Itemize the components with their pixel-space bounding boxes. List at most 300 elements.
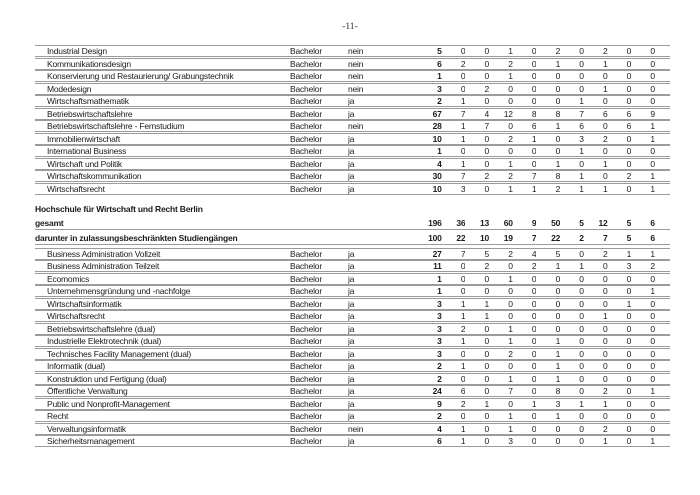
admission-restricted-cell: ja bbox=[348, 361, 355, 371]
degree-cell: Bachelor bbox=[290, 273, 322, 284]
value-cell: 0 bbox=[508, 261, 513, 271]
value-cell: 1 bbox=[650, 248, 655, 259]
value-cell: 0 bbox=[508, 398, 513, 409]
value-cell: 10 bbox=[480, 232, 490, 243]
value-cell: 0 bbox=[626, 386, 632, 396]
value-cell: 1 bbox=[602, 183, 608, 194]
admission-restricted-cell: ja bbox=[348, 323, 355, 334]
value-cell: 2 bbox=[602, 386, 608, 396]
degree-cell: Bachelor bbox=[290, 348, 322, 359]
value-cell: 0 bbox=[626, 96, 632, 106]
value-cell: 0 bbox=[484, 96, 490, 106]
value-cell: 2 bbox=[626, 171, 632, 181]
value-cell: 0 bbox=[508, 311, 513, 321]
value-cell: 0 bbox=[484, 158, 490, 169]
institution-heading: Hochschule für Wirtschaft und Recht Berlin bbox=[35, 204, 203, 214]
value-cell: 0 bbox=[626, 183, 632, 194]
value-cell: 0 bbox=[460, 146, 466, 156]
value-total-cell: 2 bbox=[437, 411, 442, 421]
table-row bbox=[35, 170, 670, 182]
value-cell: 1 bbox=[579, 398, 584, 409]
value-cell: 0 bbox=[555, 133, 561, 144]
value-cell: 1 bbox=[602, 436, 608, 446]
value-cell: 1 bbox=[650, 133, 655, 144]
value-cell: 1 bbox=[508, 71, 513, 81]
value-cell: 2 bbox=[508, 58, 513, 69]
darunter-values bbox=[418, 233, 655, 243]
value-cell: 0 bbox=[602, 361, 608, 371]
value-cell: 1 bbox=[602, 311, 608, 321]
degree-cell: Bachelor bbox=[290, 248, 322, 259]
value-cell: 0 bbox=[626, 146, 632, 156]
value-cell: 1 bbox=[484, 398, 490, 409]
value-cell: 0 bbox=[531, 46, 537, 56]
value-cell: 0 bbox=[484, 273, 490, 284]
value-cell: 1 bbox=[508, 273, 513, 284]
values-group bbox=[418, 399, 655, 409]
degree-cell: Bachelor bbox=[290, 83, 322, 94]
value-cell: 7 bbox=[531, 171, 537, 181]
value-cell: 0 bbox=[579, 311, 584, 321]
table-section-hwr bbox=[35, 248, 670, 448]
value-cell: 7 bbox=[579, 108, 584, 119]
value-cell: 0 bbox=[508, 361, 513, 371]
value-cell: 0 bbox=[484, 46, 490, 56]
value-cell: 1 bbox=[508, 183, 513, 194]
table-row bbox=[35, 145, 670, 157]
value-total-cell: 10 bbox=[432, 183, 442, 194]
value-cell: 0 bbox=[484, 323, 490, 334]
degree-cell: Bachelor bbox=[290, 423, 322, 434]
value-cell: 5 bbox=[626, 232, 632, 243]
value-cell: 0 bbox=[579, 348, 584, 359]
value-cell: 0 bbox=[484, 71, 490, 81]
value-cell: 1 bbox=[508, 158, 513, 169]
value-cell: 0 bbox=[531, 286, 537, 296]
value-total-cell: 3 bbox=[437, 311, 442, 321]
value-cell: 2 bbox=[508, 171, 513, 181]
values-group bbox=[418, 361, 655, 371]
value-cell: 2 bbox=[531, 261, 537, 271]
value-total-cell: 3 bbox=[437, 348, 442, 359]
value-cell: 1 bbox=[555, 58, 561, 69]
value-cell: 0 bbox=[531, 361, 537, 371]
value-cell: 0 bbox=[579, 46, 584, 56]
value-cell: 0 bbox=[602, 323, 608, 334]
value-total-cell: 1 bbox=[437, 273, 442, 284]
table-row bbox=[35, 310, 670, 322]
value-cell: 0 bbox=[579, 83, 584, 94]
admission-restricted-cell: ja bbox=[348, 373, 355, 384]
value-cell: 1 bbox=[531, 133, 537, 144]
value-cell: 6 bbox=[626, 121, 632, 131]
value-cell: 0 bbox=[484, 411, 490, 421]
value-cell: 1 bbox=[579, 183, 584, 194]
study-programs-table bbox=[35, 45, 670, 448]
value-cell: 22 bbox=[551, 232, 561, 243]
value-cell: 0 bbox=[579, 386, 584, 396]
value-cell: 0 bbox=[579, 248, 584, 259]
value-cell: 0 bbox=[650, 423, 655, 434]
value-cell: 8 bbox=[531, 108, 537, 119]
course-name-cell: Betriebswirtschaftslehre bbox=[47, 108, 133, 119]
value-cell: 3 bbox=[626, 261, 632, 271]
values-group bbox=[418, 436, 655, 446]
value-cell: 0 bbox=[626, 286, 632, 296]
values-group bbox=[418, 96, 655, 106]
value-cell: 6 bbox=[650, 218, 655, 228]
value-cell: 0 bbox=[650, 373, 655, 384]
value-cell: 9 bbox=[650, 108, 655, 119]
value-cell: 0 bbox=[650, 83, 655, 94]
value-cell: 0 bbox=[602, 273, 608, 284]
value-cell: 0 bbox=[579, 58, 584, 69]
admission-restricted-cell: nein bbox=[348, 423, 364, 434]
value-cell: 0 bbox=[602, 298, 608, 309]
value-cell: 7 bbox=[460, 108, 466, 119]
value-cell: 0 bbox=[484, 386, 490, 396]
value-cell: 0 bbox=[508, 83, 513, 94]
value-cell: 1 bbox=[555, 336, 561, 346]
values-group bbox=[418, 261, 655, 271]
value-cell: 0 bbox=[579, 323, 584, 334]
admission-restricted-cell: nein bbox=[348, 46, 364, 56]
value-cell: 12 bbox=[503, 108, 513, 119]
value-cell: 1 bbox=[650, 183, 655, 194]
value-cell: 1 bbox=[460, 298, 466, 309]
degree-cell: Bachelor bbox=[290, 183, 322, 194]
course-name-cell: Wirtschaftsrecht bbox=[47, 311, 105, 321]
admission-restricted-cell: ja bbox=[348, 348, 355, 359]
course-name-cell: Wirtschaftskommunikation bbox=[47, 171, 142, 181]
value-cell: 1 bbox=[531, 183, 537, 194]
value-cell: 1 bbox=[460, 311, 466, 321]
course-name-cell: Kommunikationsdesign bbox=[47, 58, 131, 69]
value-cell: 0 bbox=[460, 273, 466, 284]
value-cell: 2 bbox=[508, 133, 513, 144]
value-total-cell: 6 bbox=[437, 436, 442, 446]
value-cell: 1 bbox=[555, 348, 561, 359]
value-cell: 0 bbox=[555, 436, 561, 446]
values-group bbox=[418, 324, 655, 334]
value-cell: 0 bbox=[602, 411, 608, 421]
value-cell: 0 bbox=[531, 436, 537, 446]
values-group bbox=[418, 274, 655, 284]
value-cell: 2 bbox=[484, 83, 490, 94]
value-cell: 1 bbox=[508, 411, 513, 421]
value-cell: 19 bbox=[503, 232, 513, 243]
value-cell: 22 bbox=[456, 232, 466, 243]
value-cell: 0 bbox=[626, 348, 632, 359]
value-cell: 8 bbox=[555, 108, 561, 119]
degree-cell: Bachelor bbox=[290, 411, 322, 421]
value-cell: 0 bbox=[626, 71, 632, 81]
values-group bbox=[418, 46, 655, 56]
table-row bbox=[35, 83, 670, 95]
table-row bbox=[35, 45, 670, 57]
table-row bbox=[35, 120, 670, 132]
table-row bbox=[35, 348, 670, 360]
value-cell: 0 bbox=[602, 348, 608, 359]
value-cell: 0 bbox=[626, 373, 632, 384]
value-cell: 0 bbox=[555, 83, 561, 94]
value-cell: 0 bbox=[626, 83, 632, 94]
value-total-cell: 1 bbox=[437, 286, 442, 296]
admission-restricted-cell: ja bbox=[348, 411, 355, 421]
course-name-cell: Öffentliche Verwaltung bbox=[47, 386, 128, 396]
value-cell: 6 bbox=[650, 232, 655, 243]
value-total-cell: 10 bbox=[432, 133, 442, 144]
value-cell: 1 bbox=[579, 171, 584, 181]
values-group bbox=[418, 134, 655, 144]
value-total-cell: 27 bbox=[432, 248, 442, 259]
value-cell: 36 bbox=[456, 218, 466, 228]
values-group bbox=[418, 286, 655, 296]
degree-cell: Bachelor bbox=[290, 71, 322, 81]
course-name-cell: Verwaltungsinformatik bbox=[47, 423, 126, 434]
value-cell: 0 bbox=[579, 298, 584, 309]
value-cell: 0 bbox=[626, 273, 632, 284]
value-cell: 6 bbox=[460, 386, 466, 396]
value-cell: 0 bbox=[460, 83, 466, 94]
value-total-cell: 67 bbox=[432, 108, 442, 119]
admission-restricted-cell: ja bbox=[348, 398, 355, 409]
admission-restricted-cell: ja bbox=[348, 158, 355, 169]
value-cell: 0 bbox=[626, 436, 632, 446]
degree-cell: Bachelor bbox=[290, 373, 322, 384]
value-total-cell: 100 bbox=[428, 232, 442, 243]
value-total-cell: 6 bbox=[437, 58, 442, 69]
value-cell: 1 bbox=[460, 336, 466, 346]
value-cell: 0 bbox=[484, 183, 490, 194]
table-row bbox=[35, 108, 670, 120]
value-cell: 3 bbox=[579, 133, 584, 144]
darunter-label: darunter in zulassungsbeschränkten Studiengängen bbox=[35, 232, 238, 243]
degree-cell: Bachelor bbox=[290, 146, 322, 156]
degree-cell: Bachelor bbox=[290, 286, 322, 296]
degree-cell: Bachelor bbox=[290, 46, 322, 56]
degree-cell: Bachelor bbox=[290, 361, 322, 371]
admission-restricted-cell: ja bbox=[348, 96, 355, 106]
values-group bbox=[418, 109, 655, 119]
value-cell: 0 bbox=[508, 96, 513, 106]
value-cell: 0 bbox=[602, 71, 608, 81]
value-cell: 0 bbox=[602, 286, 608, 296]
value-cell: 0 bbox=[650, 348, 655, 359]
value-cell: 0 bbox=[650, 96, 655, 106]
table-row bbox=[35, 248, 670, 260]
section-gap bbox=[35, 195, 670, 203]
value-cell: 0 bbox=[531, 58, 537, 69]
value-cell: 0 bbox=[650, 71, 655, 81]
value-cell: 0 bbox=[602, 373, 608, 384]
table-row bbox=[35, 435, 670, 447]
values-group bbox=[418, 411, 655, 421]
value-cell: 2 bbox=[579, 232, 584, 243]
value-cell: 0 bbox=[650, 311, 655, 321]
value-cell: 0 bbox=[626, 158, 632, 169]
value-cell: 0 bbox=[626, 58, 632, 69]
course-name-cell: Business Administration Vollzeit bbox=[47, 248, 161, 259]
value-cell: 7 bbox=[602, 232, 608, 243]
value-cell: 2 bbox=[602, 248, 608, 259]
value-cell: 0 bbox=[555, 273, 561, 284]
values-group bbox=[418, 121, 655, 131]
gesamt-label: gesamt bbox=[35, 218, 64, 228]
value-cell: 0 bbox=[555, 71, 561, 81]
table-row bbox=[35, 95, 670, 107]
value-total-cell: 3 bbox=[437, 83, 442, 94]
value-total-cell: 2 bbox=[437, 373, 442, 384]
value-cell: 1 bbox=[626, 248, 632, 259]
value-cell: 0 bbox=[626, 311, 632, 321]
gesamt-values bbox=[418, 218, 655, 228]
value-cell: 1 bbox=[460, 436, 466, 446]
value-cell: 7 bbox=[508, 386, 513, 396]
value-cell: 9 bbox=[531, 218, 537, 228]
value-total-cell: 24 bbox=[432, 386, 442, 396]
value-cell: 0 bbox=[484, 348, 490, 359]
value-cell: 13 bbox=[480, 218, 490, 228]
values-group bbox=[418, 146, 655, 156]
value-cell: 1 bbox=[602, 158, 608, 169]
value-cell: 0 bbox=[555, 96, 561, 106]
value-cell: 7 bbox=[484, 121, 490, 131]
value-cell: 4 bbox=[531, 248, 537, 259]
values-group bbox=[418, 159, 655, 169]
value-cell: 0 bbox=[531, 411, 537, 421]
value-total-cell: 3 bbox=[437, 298, 442, 309]
value-cell: 0 bbox=[650, 273, 655, 284]
value-cell: 0 bbox=[650, 58, 655, 69]
value-cell: 0 bbox=[460, 348, 466, 359]
value-cell: 2 bbox=[460, 398, 466, 409]
value-cell: 2 bbox=[508, 248, 513, 259]
page-number: -11- bbox=[342, 22, 358, 32]
table-row bbox=[35, 423, 670, 435]
degree-cell: Bachelor bbox=[290, 158, 322, 169]
course-name-cell: Konstruktion und Fertigung (dual) bbox=[47, 373, 167, 384]
table-row bbox=[35, 58, 670, 70]
value-cell: 1 bbox=[555, 373, 561, 384]
degree-cell: Bachelor bbox=[290, 336, 322, 346]
values-group bbox=[418, 349, 655, 359]
table-row bbox=[35, 385, 670, 397]
value-cell: 0 bbox=[531, 71, 537, 81]
course-name-cell: Modedesign bbox=[47, 83, 92, 94]
value-total-cell: 9 bbox=[437, 398, 442, 409]
degree-cell: Bachelor bbox=[290, 323, 322, 334]
value-total-cell: 3 bbox=[437, 336, 442, 346]
gesamt-row bbox=[35, 216, 670, 231]
value-total-cell: 1 bbox=[437, 71, 442, 81]
value-cell: 1 bbox=[555, 411, 561, 421]
course-name-cell: Technisches Facility Management (dual) bbox=[47, 348, 192, 359]
value-cell: 0 bbox=[626, 398, 632, 409]
course-name-cell: Betriebswirtschaftslehre (dual) bbox=[47, 323, 156, 334]
value-cell: 0 bbox=[650, 411, 655, 421]
value-total-cell: 1 bbox=[437, 146, 442, 156]
value-cell: 1 bbox=[650, 171, 655, 181]
value-cell: 2 bbox=[555, 46, 561, 56]
values-group bbox=[418, 374, 655, 384]
course-name-cell: Wirtschaftsinformatik bbox=[47, 298, 122, 309]
value-cell: 0 bbox=[626, 411, 632, 421]
value-cell: 1 bbox=[460, 423, 466, 434]
value-cell: 0 bbox=[508, 286, 513, 296]
value-cell: 1 bbox=[508, 423, 513, 434]
admission-restricted-cell: ja bbox=[348, 311, 355, 321]
degree-cell: Bachelor bbox=[290, 58, 322, 69]
value-cell: 0 bbox=[508, 121, 513, 131]
value-cell: 7 bbox=[460, 171, 466, 181]
value-cell: 0 bbox=[484, 361, 490, 371]
value-cell: 1 bbox=[626, 298, 632, 309]
value-total-cell: 4 bbox=[437, 158, 442, 169]
degree-cell: Bachelor bbox=[290, 398, 322, 409]
value-cell: 0 bbox=[531, 311, 537, 321]
course-name-cell: Industrielle Elektrotechnik (dual) bbox=[47, 336, 162, 346]
value-total-cell: 4 bbox=[437, 423, 442, 434]
value-cell: 0 bbox=[555, 146, 561, 156]
value-cell: 7 bbox=[460, 248, 466, 259]
value-cell: 0 bbox=[626, 361, 632, 371]
value-cell: 2 bbox=[484, 261, 490, 271]
value-cell: 1 bbox=[555, 121, 561, 131]
course-name-cell: Wirtschaftsrecht bbox=[47, 183, 105, 194]
value-cell: 1 bbox=[555, 261, 561, 271]
value-cell: 0 bbox=[555, 286, 561, 296]
value-cell: 0 bbox=[602, 336, 608, 346]
table-row bbox=[35, 373, 670, 385]
value-cell: 1 bbox=[555, 158, 561, 169]
admission-restricted-cell: nein bbox=[348, 83, 364, 94]
value-cell: 1 bbox=[650, 121, 655, 131]
value-cell: 0 bbox=[484, 286, 490, 296]
value-cell: 0 bbox=[508, 298, 513, 309]
course-name-cell: Informatik (dual) bbox=[47, 361, 106, 371]
values-group bbox=[418, 171, 655, 181]
value-cell: 0 bbox=[555, 298, 561, 309]
value-total-cell: 28 bbox=[432, 121, 442, 131]
value-cell: 0 bbox=[626, 46, 632, 56]
value-cell: 0 bbox=[650, 336, 655, 346]
value-cell: 0 bbox=[531, 83, 537, 94]
admission-restricted-cell: nein bbox=[348, 58, 364, 69]
value-cell: 0 bbox=[650, 323, 655, 334]
value-cell: 3 bbox=[460, 183, 466, 194]
value-cell: 0 bbox=[626, 323, 632, 334]
value-total-cell: 11 bbox=[433, 261, 442, 271]
value-cell: 6 bbox=[626, 108, 632, 119]
table-row bbox=[35, 70, 670, 82]
course-name-cell: Industrial Design bbox=[47, 46, 107, 56]
value-cell: 0 bbox=[602, 96, 608, 106]
value-cell: 1 bbox=[579, 146, 584, 156]
value-cell: 60 bbox=[503, 218, 513, 228]
admission-restricted-cell: ja bbox=[348, 248, 355, 259]
values-group bbox=[418, 386, 655, 396]
values-group bbox=[418, 336, 655, 346]
darunter-row bbox=[35, 230, 670, 245]
value-cell: 0 bbox=[531, 96, 537, 106]
value-cell: 1 bbox=[650, 436, 655, 446]
value-cell: 0 bbox=[460, 71, 466, 81]
course-name-cell: Recht bbox=[47, 411, 69, 421]
table-row bbox=[35, 298, 670, 310]
degree-cell: Bachelor bbox=[290, 96, 322, 106]
admission-restricted-cell: ja bbox=[348, 386, 355, 396]
